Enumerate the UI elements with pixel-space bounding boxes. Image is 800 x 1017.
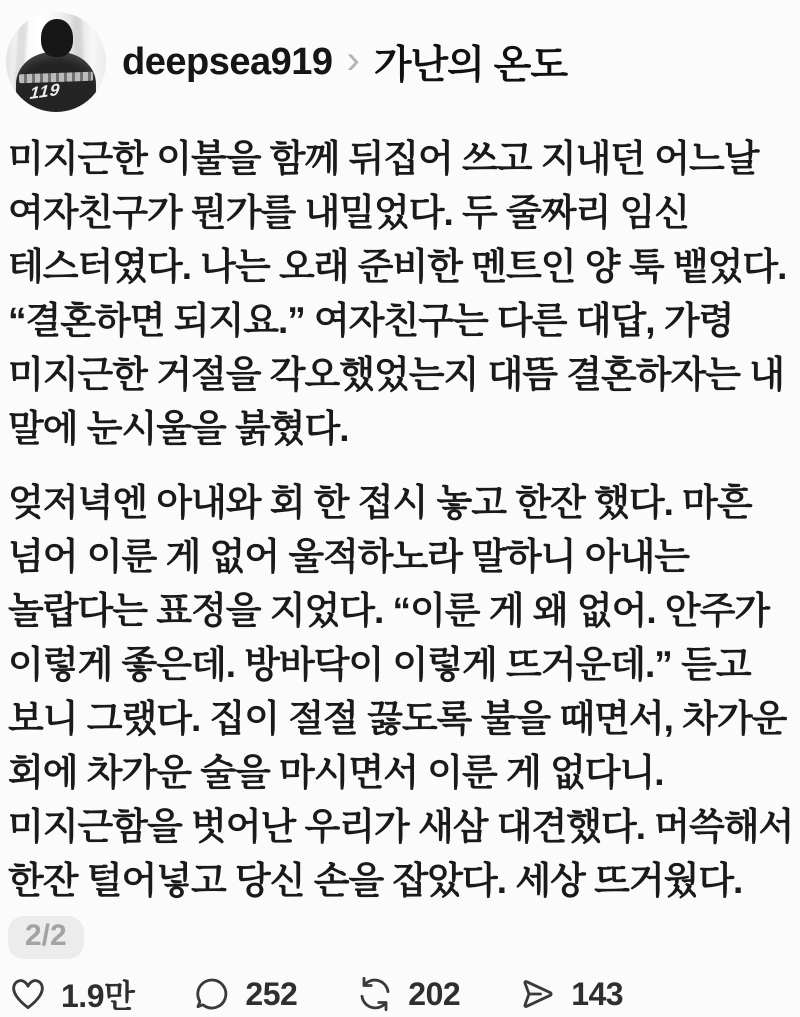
like-button[interactable] bbox=[8, 971, 134, 1017]
body-line: 말에 눈시울을 붉혔다. bbox=[8, 408, 349, 449]
share-plane-icon bbox=[518, 974, 558, 1014]
chevron-right-icon: › bbox=[346, 38, 360, 82]
body-line: 이렇게 좋은데. 방바닥이 이렇게 뜨거운데.” 듣고 bbox=[8, 644, 751, 685]
comment-bubble-icon bbox=[192, 974, 232, 1014]
repost-count: 202 bbox=[408, 975, 461, 1012]
body-line: 엊저녁엔 아내와 회 한 접시 놓고 한잔 했다. 마흔 bbox=[8, 482, 752, 523]
page-indicator-badge: 2/2 bbox=[8, 916, 84, 959]
avatar[interactable] bbox=[6, 12, 106, 112]
paragraph-2 bbox=[8, 476, 792, 908]
post-body bbox=[0, 132, 800, 959]
body-line: 회에 차가운 술을 마시면서 이룬 게 없다니. bbox=[8, 752, 664, 793]
body-line: 넘어 이룬 게 없어 울적하노라 말하니 아내는 bbox=[8, 536, 690, 577]
avatar-119-label: 119 bbox=[29, 80, 62, 104]
like-count: 1.9만 bbox=[61, 978, 135, 1014]
share-button[interactable] bbox=[518, 974, 623, 1014]
comment-count: 252 bbox=[245, 975, 298, 1012]
repost-icon bbox=[355, 974, 395, 1014]
action-bar bbox=[0, 971, 800, 1017]
body-line: 미지근함을 벗어난 우리가 새삼 대견했다. 머쓱해서 bbox=[8, 806, 794, 847]
body-line: 여자친구가 뭔가를 내밀었다. 두 줄짜리 임신 bbox=[8, 192, 690, 233]
header-title-row bbox=[122, 34, 567, 90]
body-line: 놀랍다는 표정을 지었다. “이룬 게 왜 없어. 안주가 bbox=[8, 590, 770, 631]
body-line: 테스터였다. 나는 오래 준비한 멘트인 양 툭 뱉었다. bbox=[8, 246, 787, 287]
post-header bbox=[0, 0, 800, 116]
body-line: 미지근한 이불을 함께 뒤집어 쓰고 지내던 어느날 bbox=[8, 138, 759, 179]
username[interactable]: deepsea919 bbox=[122, 40, 333, 83]
comment-button[interactable] bbox=[192, 974, 297, 1014]
paragraph-1 bbox=[8, 132, 792, 456]
repost-button[interactable] bbox=[355, 974, 460, 1014]
share-count: 143 bbox=[571, 975, 624, 1012]
body-line: 한잔 털어넣고 당신 손을 잡았다. 세상 뜨거웠다. bbox=[8, 860, 743, 901]
community-name[interactable]: 가난의 온도 bbox=[373, 44, 568, 87]
body-line: “결혼하면 되지요.” 여자친구는 다른 대답, 가령 bbox=[8, 300, 734, 341]
heart-icon bbox=[8, 974, 48, 1014]
avatar-head bbox=[41, 19, 73, 57]
body-line: 보니 그랬다. 집이 절절 끓도록 불을 때면서, 차가운 bbox=[8, 698, 787, 739]
body-line: 미지근한 거절을 각오했었는지 대뜸 결혼하자는 내 bbox=[8, 354, 784, 395]
